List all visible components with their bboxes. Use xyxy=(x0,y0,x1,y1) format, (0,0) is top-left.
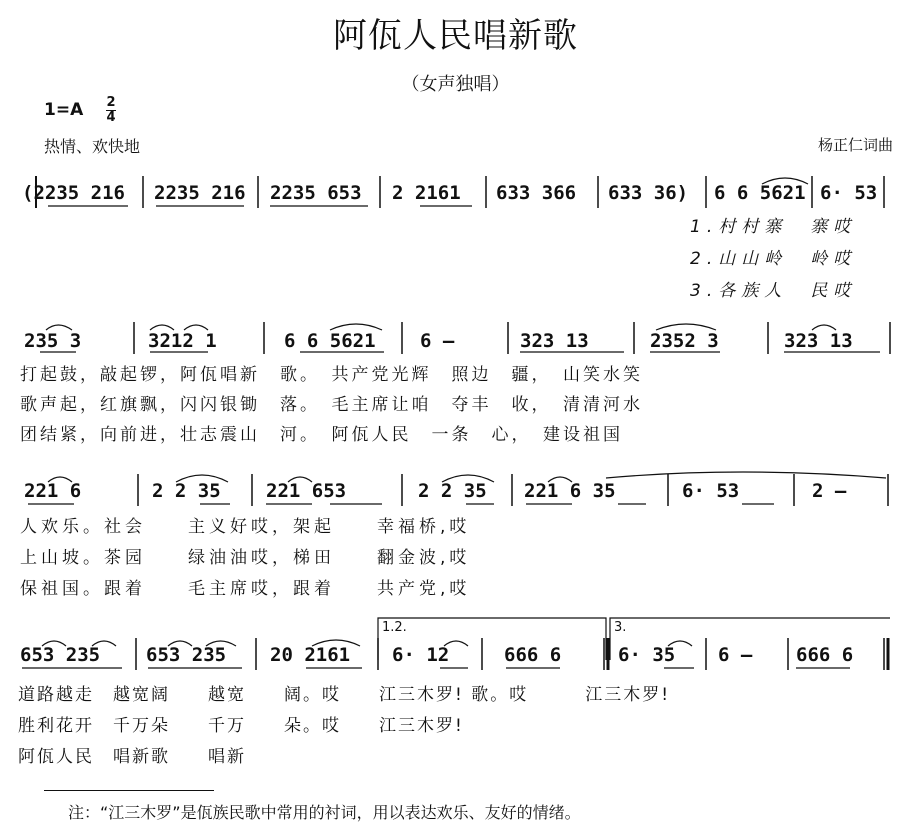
lyric-line: 2.山山岭 岭哎 xyxy=(690,249,857,269)
song-title: 阿佤人民唱新歌 xyxy=(333,16,578,56)
lyric-line: 胜利花开 千万朵 千万 朵。哎 江三木罗! xyxy=(18,716,464,736)
lyric-line: 歌声起，红旗飘，闪闪银锄 落。 毛主席让咱 夺丰 收， 清清河水 xyxy=(20,395,643,415)
time-signature-bottom: 4 xyxy=(106,110,116,125)
key-signature: 1=A xyxy=(44,100,84,120)
time-signature-top: 2 xyxy=(106,95,116,110)
measure: 2 2 35 xyxy=(152,480,221,502)
measure: 235 3 xyxy=(24,330,82,352)
volta-2-label: 3. xyxy=(614,620,627,635)
measure: (2235 216 xyxy=(22,182,125,204)
lyric-line: 打起鼓，敲起锣，阿佤唱新 歌。 共产党光辉 照边 疆， 山笑水笑 xyxy=(20,365,643,385)
measure: 633 36) xyxy=(608,182,689,204)
time-signature xyxy=(106,96,116,125)
composer-credit: 杨正仁词曲 xyxy=(818,136,894,154)
lyric-line: 保祖国。跟着 毛主席哎，跟着 共产党,哎 xyxy=(20,579,471,599)
measure: 221 6 xyxy=(24,480,82,502)
measure: 221 6 35 xyxy=(524,480,616,502)
measure: 2 2 35 xyxy=(418,480,487,502)
measure: 633 366 xyxy=(496,182,577,204)
lyric-line: 团结紧，向前进，壮志震山 河。 阿佤人民 一条 心， 建设祖国 xyxy=(20,425,623,445)
footnote: 注：“江三木罗”是佤族民歌中常用的衬词，用以表达欢乐、友好的情绪。 xyxy=(68,803,581,822)
measure: 2352 3 xyxy=(650,330,719,352)
measure: 2235 653 xyxy=(270,182,362,204)
lyric-line: 人欢乐。社会 主义好哎，架起 幸福桥,哎 xyxy=(20,517,471,537)
lyric-line: 阿佤人民 唱新歌 唱新 xyxy=(18,747,246,767)
measure: 6 6 5621 xyxy=(714,182,806,204)
measure: 6· 35 xyxy=(618,644,676,666)
song-subtitle: （女声独唱） xyxy=(401,74,510,95)
footnote-divider xyxy=(44,790,214,791)
measure: 3212 1 xyxy=(148,330,217,352)
lyric-line: 道路越走 越宽阔 越宽 阔。哎 江三木罗! 歌。哎 江三木罗! xyxy=(18,685,671,705)
measure: 323 13 xyxy=(784,330,853,352)
measure: 653 235 xyxy=(20,644,101,666)
volta-1-label: 1.2. xyxy=(382,620,407,635)
measure: 323 13 xyxy=(520,330,589,352)
lyric-line: 上山坡。茶园 绿油油哎，梯田 翻金波,哎 xyxy=(20,548,471,568)
measure: 653 235 xyxy=(146,644,227,666)
measure: 666 6 xyxy=(504,644,562,666)
measure: 6· 53 xyxy=(682,480,740,502)
measure: 6· 53 xyxy=(820,182,878,204)
measure: 6 6 5621 xyxy=(284,330,376,352)
tempo-marking: 热情、欢快地 xyxy=(44,137,141,156)
measure: 6 – xyxy=(718,644,753,666)
measure: 666 6 xyxy=(796,644,854,666)
measure: 221 653 xyxy=(266,480,347,502)
measure: 6· 12 xyxy=(392,644,450,666)
measure: 20 2161 xyxy=(270,644,351,666)
measure: 2235 216 xyxy=(154,182,246,204)
lyric-line: 1.村村寨 寨哎 xyxy=(690,217,857,237)
measure: 2 – xyxy=(812,480,847,502)
measure: 6 – xyxy=(420,330,455,352)
measure: 2 2161 xyxy=(392,182,461,204)
lyric-line: 3.各族人 民哎 xyxy=(690,281,857,301)
